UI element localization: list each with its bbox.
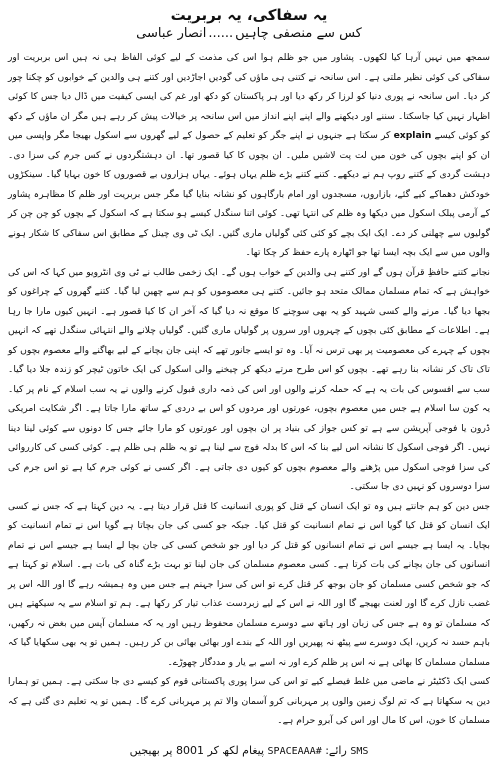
article-paragraph-3: نجانے کتنے حافظِ قرآن ہوں گے اور کتنے ہی والدین کے خواب ہوں گے۔ ایک زخمی طالب نے ٹی وی انٹرویو میں کہا کہ اس کی خواہش ہے کہ تمام مسلمان ممالک متحد ہو جائیں۔ کتنے ہی معصوموں کو ہم سے چھین لیا گیا۔ کتنے گھروں کے چراغوں کو بجھا دیا گیا۔ مرنے والے کسی شہید کو یہ بھی سوچنے کا موقع نہ دیا گیا کہ آخر ان کا کیا قصور ہے۔ انہیں کیوں مارا جا رہا ہے۔ اطلاعات کے مطابق کئی بچوں کے چہروں اور سروں پر گولیاں ماری گئیں۔ گولیاں چلانے والے انتہائی سنگدل تھے کہ انہیں بچوں کے چہرے کی معصومیت پر بھی ترس نہ آیا۔ وہ تو ایسے جانور تھے کہ اپنی جان بچانے کے لیے بھاگنے والے معصوم بچوں کو تاک تاک کر نشانہ بنا رہے تھے۔ بچوں کو اس طرح مرتے دیکھ کر چیخنے والی اسکول کی ایک خاتون ٹیچر کو زندہ جلا دیا گیا۔ سب سے افسوس کی بات یہ ہے کہ حملہ کرنے والوں اور اس کی ذمہ داری قبول کرنے والوں نے یہ سب اسلام کے نام پر کیا۔ یہ کون سا اسلام ہے جس میں معصوم بچوں، عورتوں اور مردوں کو اس بے دردی کے ساتھ مارا جاتا ہے۔ اگر شکایت امریکی ڈرون یا فوجی آپریشن سے ہے تو کس جواز کی بنیاد پر ان بچوں اور عورتوں کو مارا جائے جس کا دونوں سے کوئی لینا دینا نہیں۔ اگر فوجی اسکول کا نشانہ اس لیے بنا کہ اس کا بدلہ فوج سے لینا ہے تو یہ ظلم ہی ظلم ہے۔ کوئی کسی کی کارروائی کی سزا فوجی اسکول میں پڑھنے والے معصوم بچوں کو کیوں دی جاتی ہے۔ اگر کسی نے کوئی جرم کیا ہے تو اس جرم کی سزا دوسروں کو نہیں دی جا سکتی۔ — [8, 266, 490, 492]
sms-prefix: SMS — [350, 746, 369, 757]
article-paragraph-1 — [8, 48, 490, 263]
sms-instruction: پیغام لکھ کر 8001 پر بھیجیں — [129, 744, 265, 757]
article-title: یہ سفاکی، یہ بربریت — [170, 6, 328, 24]
article-paragraph-5: کسی ایک ڈکٹیٹر نے ماضی میں غلط فیصلے کیے تو اس کی سزا پوری پاکستانی قوم کو کیسے دی جا سکتی ہے۔ ہمیں تو ہمارا دین یہ سکھاتا ہے کہ تم لوگ زمین والوں پر مہربانی کرو آسمان والا تم پر مہربانی کرے گا۔ ہمیں تو یہ تعلیم دی گئی ہے کہ مسلمان کا خون، اس کا مال اور اس کی آبرو حرام ہے۔ — [8, 676, 490, 726]
article-paragraph-4: جس دین کو ہم جانتے ہیں وہ تو ایک انسان کے قتل کو پوری انسانیت کا قتل قرار دیتا ہے۔ یہ دین کہتا ہے کہ جس نے کسی ایک انسان کو قتل کیا گویا اس نے تمام انسانیت کو قتل کیا۔ جبکہ جو کسی کی جان بچاتا ہے گویا اس نے تمام انسانیت کو بچایا۔ یہ ایسا ہے جیسے اس نے تمام انسانوں کو قتل کر دیا اور جو شخص کسی کی جان بچا لے ایسا ہے جیسے اس نے تمام انسانوں کی جان بچانے کی بات کرتا ہے۔ کسی معصوم مسلمان کی جان لینا تو بہت بڑے گناہ کی بات ہے۔ اسلام تو کہتا ہے کہ جو شخص کسی مسلمان کو جان بوجھ کر قتل کرے تو اس کی سزا جہنم ہے جس میں وہ ہمیشہ رہے گا اور اللہ اس پر غضب نازل کرے گا اور لعنت بھیجے گا اور اللہ نے اس کے لیے زبردست عذاب تیار کر رکھا ہے۔ ہم تو اسلام سے یہ سیکھتے ہیں کہ مسلمان تو وہ ہے جس کی زبان اور ہاتھ سے دوسرے مسلمان محفوظ رہیں اور یہ کہ مسلمان آپس میں بغض نہ رکھیں، باہم حسد نہ کریں، ایک دوسرے سے پیٹھ نہ پھیریں اور اللہ کے بندے اور بھائی بھائی بن کر رہیں۔ ہمیں تو یہ بھی سکھایا گیا کہ مسلمان مسلمان کا بھائی ہے نہ اس پر ظلم کرے اور نہ اسے بے یار و مددگار چھوڑے۔ — [8, 500, 490, 668]
article-subtitle: کس سے منصفی چاہیں — [235, 26, 362, 41]
article-author: انصار عباسی — [136, 26, 207, 41]
sms-code: SPACEAAA# — [267, 746, 322, 757]
explain-word: explain — [393, 130, 432, 141]
article-byline — [8, 25, 490, 42]
sms-label: رائے: — [325, 744, 347, 757]
article-footer — [0, 743, 498, 759]
paragraph-2-text: کر سکتا ہے جنہوں نے اپنے جگر کو تعلیم کے حصول کے لیے گھروں سے اسکول بھیجا مگر واپسی میں ان کو اپنے بچوں کی خون میں لت پت لاشیں ملیں۔ ان بچوں کا کیا قصور تھا۔ ان دہشتگردوں نے کس جرم کی سزا دی۔ دہشت گردی کے کتنے روپ ہم نے دیکھے۔ کتنے کتنے بڑے ظلم یہاں ہوئے۔ یہاں ہزاروں بے قصوروں کا خون بہایا گیا۔ سینکڑوں خودکش دھماکے کیے گئے، بازاروں، مسجدوں اور امام بارگاہوں کو نشانہ بنایا گیا مگر جس بربریت اور ظلم کا مظاہرہ پشاور کے آرمی پبلک اسکول میں دیکھا وہ ظلم کی انتہا تھی۔ کوئی اتنا سنگدل کیسے ہو سکتا ہے کہ اسکول کے بچوں کو چن چن کر گولیوں سے چھلنی کر دے۔ ایک ایک بچے کو کئی کئی گولیاں ماری گئیں۔ ایک ٹی وی چینل کے مطابق اس سفاکی کا شکار ہونے والوں میں سے ایک بچہ ایسا تھا جو اٹھارہ پارے حفظ کر چکا تھا۔ — [8, 130, 490, 258]
paragraph-1-text: سمجھ میں نہیں آرہا کیا لکھوں۔ پشاور میں جو ظلم ہوا اس کی مذمت کے لیے کوئی الفاظ ہی نہ ہیں اس بربریت اور سفاکی کی کوئی نظیر ملتی ہے۔ اس سانحہ نے کتنی ہی ماؤں کی گودیں اجاڑدیں اور کتنے ہی والدین کے خوابوں کو چکنا چور کر دیا۔ اس سانحہ نے پوری دنیا کو لرزا کر رکھ دیا اور ہر پاکستان کو دکھ اور غم کی ایسی کیفیت میں ڈال دیا جس کا کوئی اظہار نہیں کیا جاسکتا۔ سننے اور دیکھنے والے اپنے اپنے انداز میں اس سانحہ پر خیالات پیش کر رہے ہیں مگر ان ماؤں کے دکھ کو کوئی کیسے — [8, 52, 490, 141]
article-body — [8, 48, 490, 731]
byline-separator: ...... — [208, 26, 234, 41]
